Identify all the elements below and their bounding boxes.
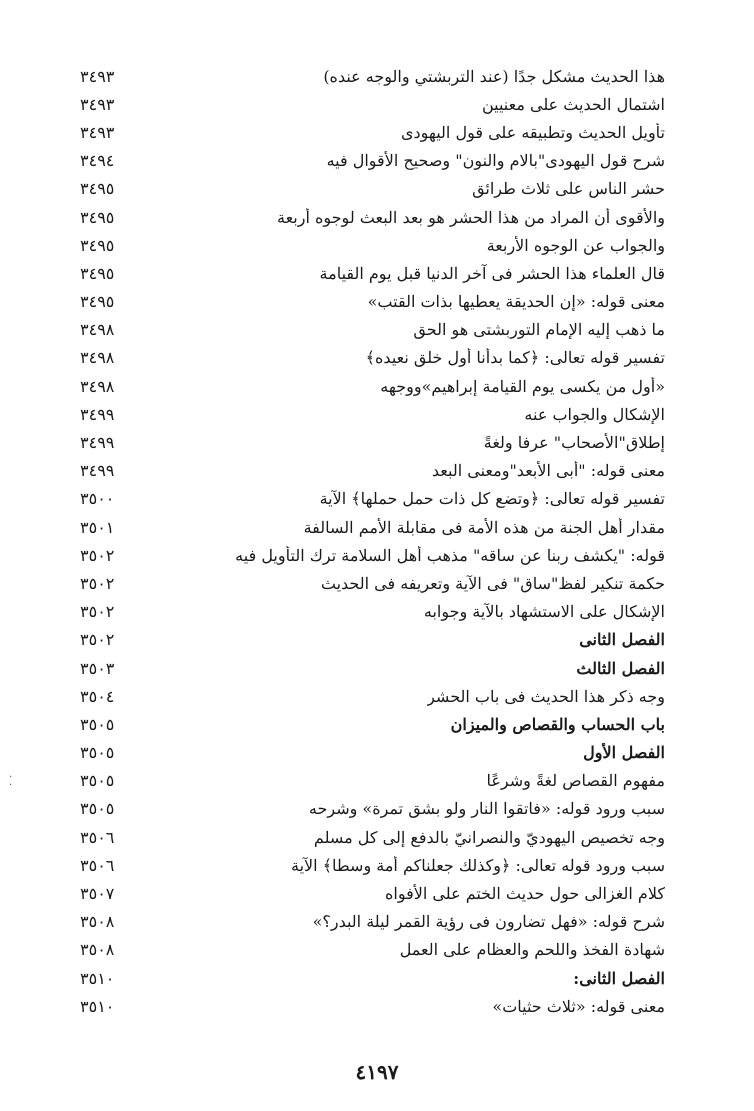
toc-entry-page: ٣٤٩٥ xyxy=(80,207,115,227)
toc-entry-page: ٣٥٠٠ xyxy=(80,489,115,509)
toc-entry-page: ٣٥٠٣ xyxy=(80,658,115,678)
toc-entry-title: سبب ورود قوله: «فاتقوا النار ولو بشق تمرة» وشرحه xyxy=(308,799,665,819)
toc-entry-title: شرح قوله: «فهل تضارون فى رؤية القمر ليلة البدر؟» xyxy=(312,912,665,932)
toc-entry xyxy=(80,710,665,738)
toc-entry-page: ٣٥٠٤ xyxy=(80,686,115,706)
toc-entry-title: والأقوى أن المراد من هذا الحشر هو بعد البعث لوجوه أربعة xyxy=(277,207,665,227)
toc-entry-page: ٣٥٠٨ xyxy=(80,912,115,932)
toc-entry-page: ٣٤٩٤ xyxy=(80,151,115,171)
toc-entry xyxy=(80,767,665,795)
toc-entry-page: ٣٤٩٣ xyxy=(80,122,115,142)
toc-entry xyxy=(80,147,665,175)
toc-entry-title: تأويل الحديث وتطبيقه على قول اليهودى xyxy=(400,122,665,142)
toc-entry-page: ٣٤٩٩ xyxy=(80,433,115,453)
toc-entry-page: ٣٥٠٢ xyxy=(80,630,115,650)
toc-entry-page: ٣٥٠٦ xyxy=(80,855,115,875)
toc-entry xyxy=(80,682,665,710)
toc-entry xyxy=(80,823,665,851)
toc-entry xyxy=(80,964,665,992)
toc-entry-title: «أول من يكسى يوم القيامة إبراهيم»ووجهه xyxy=(380,376,665,396)
toc-entry-page: ٣٥٠٥ xyxy=(80,799,115,819)
toc-entry-title: سبب ورود قوله تعالى: ﴿وكذلك جعلناكم أمة وسطا﴾ الآية xyxy=(290,855,665,875)
toc-entry-page: ٣٤٩٣ xyxy=(80,94,115,114)
toc-entry-page: ٣٥٠٥ xyxy=(80,714,115,734)
toc-entry xyxy=(80,62,665,90)
toc-entry-title: الإشكال والجواب عنه xyxy=(524,404,665,424)
toc-entry-title: الفصل الثانى xyxy=(579,630,665,650)
toc-entry-title: تفسير قوله تعالى: ﴿وتضع كل ذات حمل حملها﴾ الآية xyxy=(319,489,665,509)
toc-entry xyxy=(80,654,665,682)
toc-entry-title: والجواب عن الوجوه الأربعة xyxy=(486,235,665,255)
toc-entry-title: الفصل الأول xyxy=(583,743,665,763)
toc-entry xyxy=(80,344,665,372)
toc-entry-page: ٣٤٩٥ xyxy=(80,179,115,199)
toc-entry-title: معنى قوله: "أبى الأبعد"ومعنى البعد xyxy=(431,461,665,481)
toc-entry-title: كلام الغزالى حول حديث الختم على الأفواه xyxy=(385,884,665,904)
toc-entry xyxy=(80,118,665,146)
toc-entry-page: ٣٤٩٥ xyxy=(80,235,115,255)
toc-entry-page: ٣٥٠٥ xyxy=(80,743,115,763)
toc-entry-title: تفسير قوله تعالى: ﴿كما بدأنا أول خلق نعيده﴾ xyxy=(365,348,665,368)
toc-entry xyxy=(80,288,665,316)
toc-entry-title: إطلاق"الأصحاب" عرفا ولغةً xyxy=(483,433,665,453)
toc-entry-title: معنى قوله: «إن الحديقة يعطيها بذات القتب» xyxy=(367,292,665,312)
toc-entry xyxy=(80,259,665,287)
toc-entry-page: ٣٥٠٥ xyxy=(80,771,115,791)
toc-entry xyxy=(80,569,665,597)
margin-dots: · · xyxy=(9,772,13,791)
toc-entry-page: ٣٥٠٨ xyxy=(80,940,115,960)
toc-entry-page: ٣٤٩٥ xyxy=(80,292,115,312)
toc-entry-title: الفصل الثانى: xyxy=(573,968,665,988)
toc-entry-title: وجه ذكر هذا الحديث فى باب الحشر xyxy=(427,686,665,706)
toc-entry-page: ٣٤٩٩ xyxy=(80,461,115,481)
toc-entry xyxy=(80,851,665,879)
toc-entry xyxy=(80,879,665,907)
toc-entry xyxy=(80,203,665,231)
toc-entry-page: ٣٤٩٨ xyxy=(80,320,115,340)
toc-entry xyxy=(80,231,665,259)
toc-entry-title: معنى قوله: «ثلاث حثيات» xyxy=(492,996,665,1016)
toc-entry-title: الفصل الثالث xyxy=(576,658,665,678)
toc-entry-page: ٣٤٩٩ xyxy=(80,404,115,424)
toc-entry-page: ٣٥١٠ xyxy=(80,996,115,1016)
toc-entry-page: ٣٤٩٨ xyxy=(80,376,115,396)
toc-entry-title: وجه تخصيص اليهوديّ والنصرانيّ بالدفع إلى كل مسلم xyxy=(313,827,665,847)
toc-entry xyxy=(80,795,665,823)
toc-entry-title: شرح قول اليهودى"بالام والنون" وصحيح الأقوال فيه xyxy=(326,151,665,171)
toc-entry xyxy=(80,90,665,118)
toc-entry xyxy=(80,175,665,203)
toc-entry xyxy=(80,626,665,654)
toc-entry-title: الإشكال على الاستشهاد بالآية وجوابه xyxy=(423,602,665,622)
toc-entry-page: ٣٥٠٢ xyxy=(80,602,115,622)
toc-entry xyxy=(80,485,665,513)
toc-entry-title: مفهوم القصاص لغةً وشرعًا xyxy=(486,771,665,791)
toc-entry xyxy=(80,400,665,428)
toc-entry-title: باب الحساب والقصاص والميزان xyxy=(450,714,665,734)
toc-entry-page: ٣٥٠٧ xyxy=(80,884,115,904)
toc-entry-title: قوله: "يكشف ربنا عن ساقه" مذهب أهل السلامة ترك التأويل فيه xyxy=(235,545,665,565)
toc-entry-page: ٣٥٠٦ xyxy=(80,827,115,847)
toc-entry-title: هذا الحديث مشكل جدًا (عند التربشتي والوجه عنده) xyxy=(323,66,665,86)
toc-entry-page: ٣٥١٠ xyxy=(80,968,115,988)
toc-entry xyxy=(80,457,665,485)
toc-entry xyxy=(80,316,665,344)
toc-entry xyxy=(80,372,665,400)
toc-entry xyxy=(80,739,665,767)
toc-entry-page: ٣٤٩٣ xyxy=(80,66,115,86)
table-of-contents xyxy=(80,62,665,1020)
toc-entry-title: اشتمال الحديث على معنيين xyxy=(481,94,665,114)
toc-entry xyxy=(80,541,665,569)
toc-entry xyxy=(80,992,665,1020)
toc-entry xyxy=(80,428,665,456)
toc-entry-page: ٣٤٩٥ xyxy=(80,263,115,283)
toc-entry-page: ٣٥٠١ xyxy=(80,517,115,537)
toc-entry xyxy=(80,513,665,541)
toc-entry-page: ٣٥٠٢ xyxy=(80,573,115,593)
toc-entry-title: قال العلماء هذا الحشر فى آخر الدنيا قبل يوم القيامة xyxy=(319,263,665,283)
toc-entry-title: حكمة تنكير لفظ"ساق" فى الآية وتعريفه فى الحديث xyxy=(320,573,665,593)
toc-entry xyxy=(80,936,665,964)
toc-entry-title: ما ذهب إليه الإمام التوربشتى هو الحق xyxy=(413,320,665,340)
page-number: ٤١٩٧ xyxy=(355,1060,399,1084)
toc-entry-page: ٣٥٠٢ xyxy=(80,545,115,565)
toc-entry-title: مقدار أهل الجنة من هذه الأمة فى مقابلة الأمم السالفة xyxy=(303,517,665,537)
toc-entry-title: حشر الناس على ثلاث طرائق xyxy=(472,179,665,199)
toc-entry xyxy=(80,908,665,936)
toc-entry-page: ٣٤٩٨ xyxy=(80,348,115,368)
toc-entry-title: شهادة الفخذ واللحم والعظام على العمل xyxy=(399,940,665,960)
toc-entry xyxy=(80,598,665,626)
